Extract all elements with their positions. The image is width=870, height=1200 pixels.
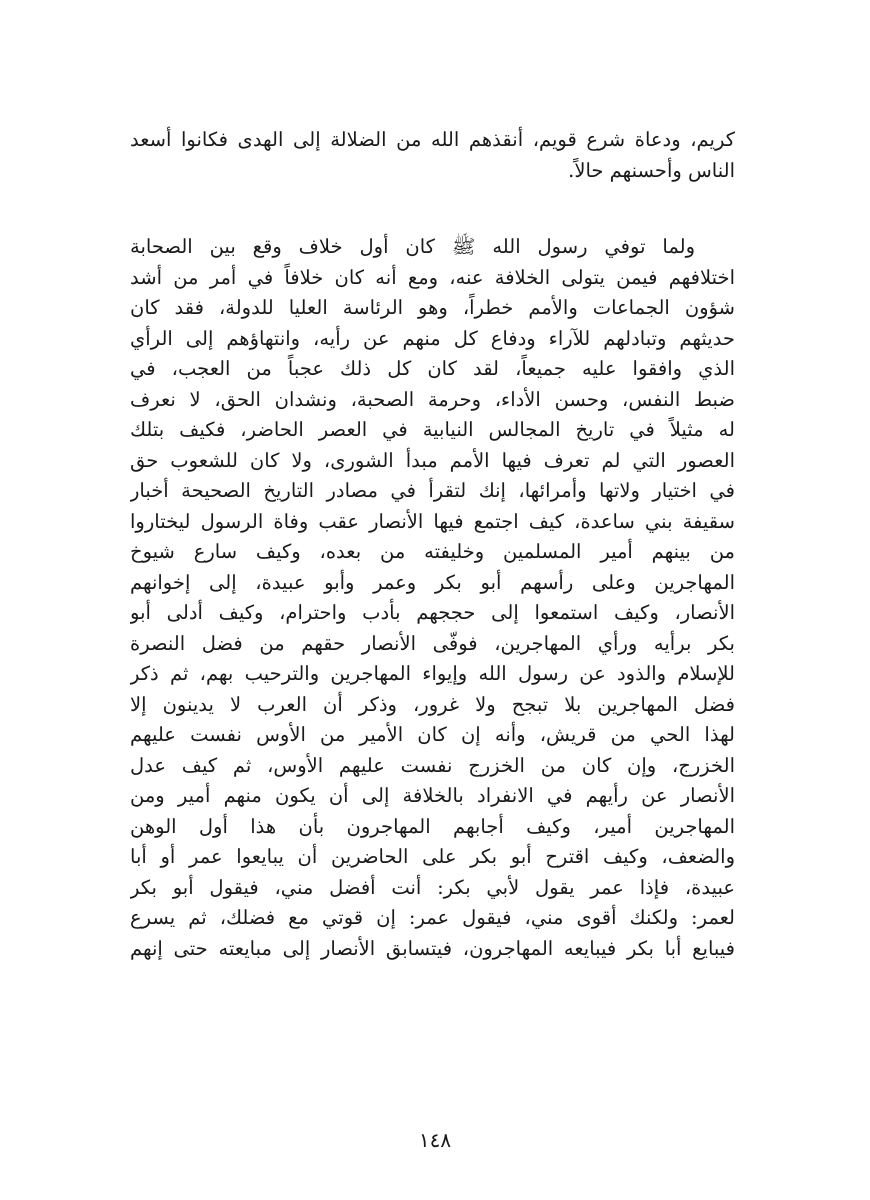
text-line: لهذا الحي من قريش، وأنه إن كان الأمير من الأوس نفست عليهم <box>130 723 735 746</box>
text-line: لعمر: ولكنك أقوى مني، فيقول عمر: إن قوتي مع فضلك، ثم يسرع <box>130 906 735 929</box>
text-line: المهاجرين وعلى رأسهم أبو بكر وعمر وأبو عبيدة، إلى إخوانهم <box>130 570 735 594</box>
text-line: فضل المهاجرين بلا تبجح ولا غرور، وذكر أن العرب لا يدينون إلا <box>130 692 735 716</box>
text-line: عبيدة، فإذا عمر يقول لأبي بكر: أنت أفضل مني، فيقول أبو بكر <box>130 875 735 899</box>
main-paragraph <box>130 232 735 964</box>
text-line: كريم، ودعاة شرع قويم، أنقذهم الله من الضلالة إلى الهدى فكانوا أسعد <box>130 128 735 151</box>
text-line: له مثيلاً في تاريخ المجالس النيابية في العصر الحاضر، فكيف بتلك <box>130 418 735 441</box>
intro-paragraph <box>130 125 735 186</box>
page-number: ١٤٨ <box>418 1128 452 1152</box>
text-line: حديثهم وتبادلهم للآراء ودفاع كل منهم عن رأيه، وانتهاؤهم إلى الرأي <box>130 326 735 350</box>
text-line: الذي وافقوا عليه جميعاً، لقد كان كل ذلك عجباً من العجب، في <box>130 357 735 380</box>
text-line: الأنصار عن رأيهم في الانفراد بالخلافة إلى أن يكون منهم أمير ومن <box>130 784 735 807</box>
text-line: الناس وأحسنهم حالاً. <box>568 158 735 182</box>
text-line: للإسلام والذود عن رسول الله وإيواء المهاجرين والترحيب بهم، ثم ذكر <box>130 662 735 685</box>
text-line: العصور التي لم تعرف فيها الأمم مبدأ الشورى، ولا كان للشعوب حق <box>130 448 735 472</box>
text-line: من بينهم أمير المسلمين وخليفته من بعده، وكيف سارع شيوخ <box>130 540 735 563</box>
text-line: الأنصار، وكيف استمعوا إلى حججهم بأدب واحترام، وكيف أدلى أبو <box>130 601 735 624</box>
text-line: ولما توفي رسول الله ﷺ كان أول خلاف وقع بين الصحابة <box>130 235 695 258</box>
text-line: فيبايع أبا بكر فيبايعه المهاجرون، فيتسابق الأنصار إلى مبايعته حتى إنهم <box>130 936 735 960</box>
text-line: المهاجرين أمير، وكيف أجابهم المهاجرون بأن هذا أول الوهن <box>130 814 735 838</box>
text-line: في اختيار ولاتها وأمرائها، إنك لتقرأ في مصادر التاريخ الصحيحة أخبار <box>130 479 735 502</box>
text-line: اختلافهم فيمن يتولى الخلافة عنه، ومع أنه كان خلافاً في أمر من أشد <box>130 265 735 289</box>
text-line: والضعف، وكيف اقترح أبو بكر على الحاضرين أن يبايعوا عمر أو أبا <box>130 845 735 868</box>
text-line: سقيفة بني ساعدة، كيف اجتمع فيها الأنصار عقب وفاة الرسول ليختاروا <box>130 509 735 533</box>
text-line: ضبط النفس، وحسن الأداء، وحرمة الصحبة، ونشدان الحق، لا نعرف <box>130 387 735 411</box>
text-line: بكر برأيه ورأي المهاجرين، فوفّى الأنصار حقهم من فضل النصرة <box>130 631 735 655</box>
text-line: الخزرج، وإن كان من الخزرج نفست عليهم الأوس، ثم كيف عدل <box>130 753 735 777</box>
text-line: شؤون الجماعات والأمم خطراً، وهو الرئاسة العليا للدولة، فقد كان <box>130 296 735 319</box>
